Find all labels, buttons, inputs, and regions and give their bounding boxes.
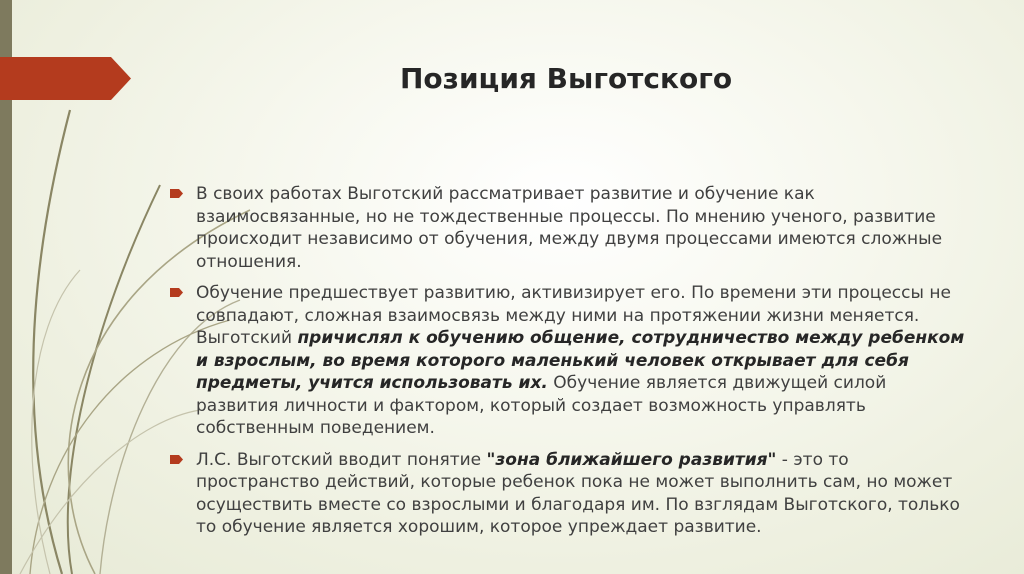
bullet-text: Л.С. Выготский вводит понятие	[196, 449, 487, 470]
arrow-bullet-icon	[170, 287, 183, 298]
bullet-text: В своих работах Выготский рассматривает развитие и обучение как взаимосвязанные, но не тождественные процессы. По мнению ученого, развитие происходит независимо от обучения, между двумя процессами имеются сложные отношения.	[196, 184, 943, 272]
bullet-text: Обучение предшествует развитию, активизирует его. По времени эти процессы не совпадают, сложная взаимосвязь между ними на протяжении жизни меняется. Выготский	[196, 283, 951, 348]
title-accent-arrow	[0, 57, 131, 100]
slide-title: Позиция Выготского	[400, 62, 733, 95]
arrow-bullet-icon	[170, 188, 183, 199]
bullet-term: "зона ближайшего развития"	[486, 449, 777, 470]
bullet-text: - это то пространство действий, которые ребенок пока не может выполнить сам, но может осуществить вместе со взрослыми и благодаря им. По взглядам Выготского, только то обучение является хорошим, которое упреждает развитие.	[196, 449, 960, 537]
bullet-list	[170, 183, 970, 548]
bullet-item	[170, 282, 970, 440]
bullet-text: Обучение является движущей силой развития личности и фактором, который создает возможность управлять собственным поведением.	[196, 373, 887, 438]
bullet-emphasis: причислял к обучению общение, сотрудничество между ребенком и взрослым, во время которого маленький человек открывает для себя предметы, учится использовать их.	[196, 328, 965, 393]
bullet-item	[170, 449, 970, 539]
arrow-bullet-icon	[170, 454, 183, 465]
bullet-item	[170, 183, 970, 273]
